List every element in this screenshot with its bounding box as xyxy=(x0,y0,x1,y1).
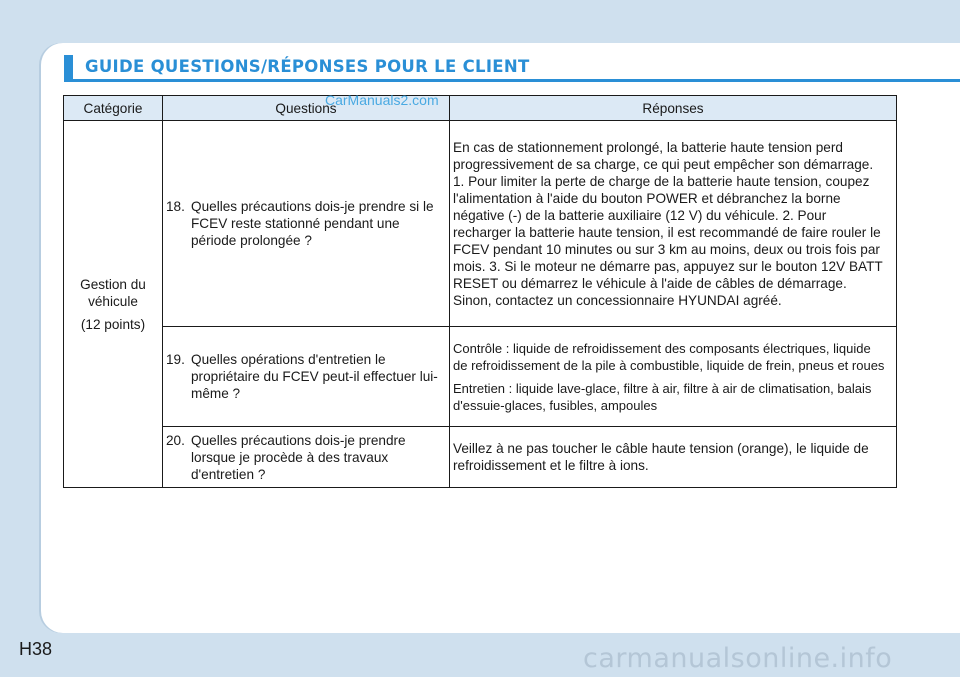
answer-cell xyxy=(450,121,897,327)
watermark-bottom: carmanualsonline.info xyxy=(583,643,893,674)
answer-cell xyxy=(450,427,897,488)
question-text: Quelles précautions dois-je prendre si le FCEV reste stationné pendant une période prolongée ? xyxy=(191,199,434,248)
page-number: H38 xyxy=(19,639,53,659)
answer-cell xyxy=(450,327,897,427)
question-number: 20. xyxy=(166,432,185,448)
category-cell xyxy=(64,121,163,488)
question-cell xyxy=(163,121,450,327)
column-header-category: Catégorie xyxy=(64,96,163,121)
question-cell xyxy=(163,327,450,427)
column-header-answers: Réponses xyxy=(450,96,897,121)
answer-text: En cas de stationnement prolongé, la batterie haute tension perd progressivement de sa charge, ce qui peut empêcher son démarrage. 1. Pour limiter la perte de charge de la batterie haute tension, coupez l'alimentation à l'aide du bouton POWER et débranchez la borne négative (-) de la batterie auxiliaire (12 V) du véhicule. 2. Pour recharger la batterie haute tension, il est recommandé de faire rouler le FCEV pendant 10 minutes ou sur 3 km au moins, deux ou trois fois par mois. 3. Si le moteur ne démarre pas, appuyez sur le bouton 12V BATT RESET ou démarrez le véhicule à l'aide de câbles de démarrage. Sinon, contactez un concessionnaire HYUNDAI agréé. xyxy=(453,139,883,308)
qa-table xyxy=(63,95,897,488)
column-header-questions: Questions xyxy=(163,96,450,121)
category-label-line1: Gestion du xyxy=(80,276,146,292)
question-text: Quelles précautions dois-je prendre lorsque je procède à des travaux d'entretien ? xyxy=(191,432,406,482)
section-header xyxy=(64,55,960,82)
answer-text: Veillez à ne pas toucher le câble haute tension (orange), le liquide de refroidissement et le filtre à ions. xyxy=(453,441,869,473)
question-cell xyxy=(163,427,450,488)
question-number: 19. xyxy=(166,352,185,367)
table-row xyxy=(64,427,897,488)
category-label-line2: véhicule xyxy=(88,293,138,309)
question-number: 18. xyxy=(166,199,185,214)
watermark-top: CarManuals2.com xyxy=(325,92,439,108)
question-text: Quelles opérations d'entretien le propriétaire du FCEV peut-il effectuer lui-même ? xyxy=(191,352,438,401)
table-row xyxy=(64,327,897,427)
category-points: (12 points) xyxy=(80,316,146,332)
table-header-row xyxy=(64,96,897,121)
section-title: GUIDE QUESTIONS/RÉPONSES POUR LE CLIENT xyxy=(85,57,530,76)
header-accent-bar xyxy=(64,55,73,79)
answer-text-maintenance: Entretien : liquide lave-glace, filtre à air, filtre à air de climatisation, balais d'essuie-glaces, fusibles, ampoules xyxy=(453,380,872,413)
answer-text-control: Contrôle : liquide de refroidissement des composants électriques, liquide de refroidissement de la pile à combustible, liquide de frein, pneus et roues xyxy=(453,340,885,373)
table-row xyxy=(64,121,897,327)
